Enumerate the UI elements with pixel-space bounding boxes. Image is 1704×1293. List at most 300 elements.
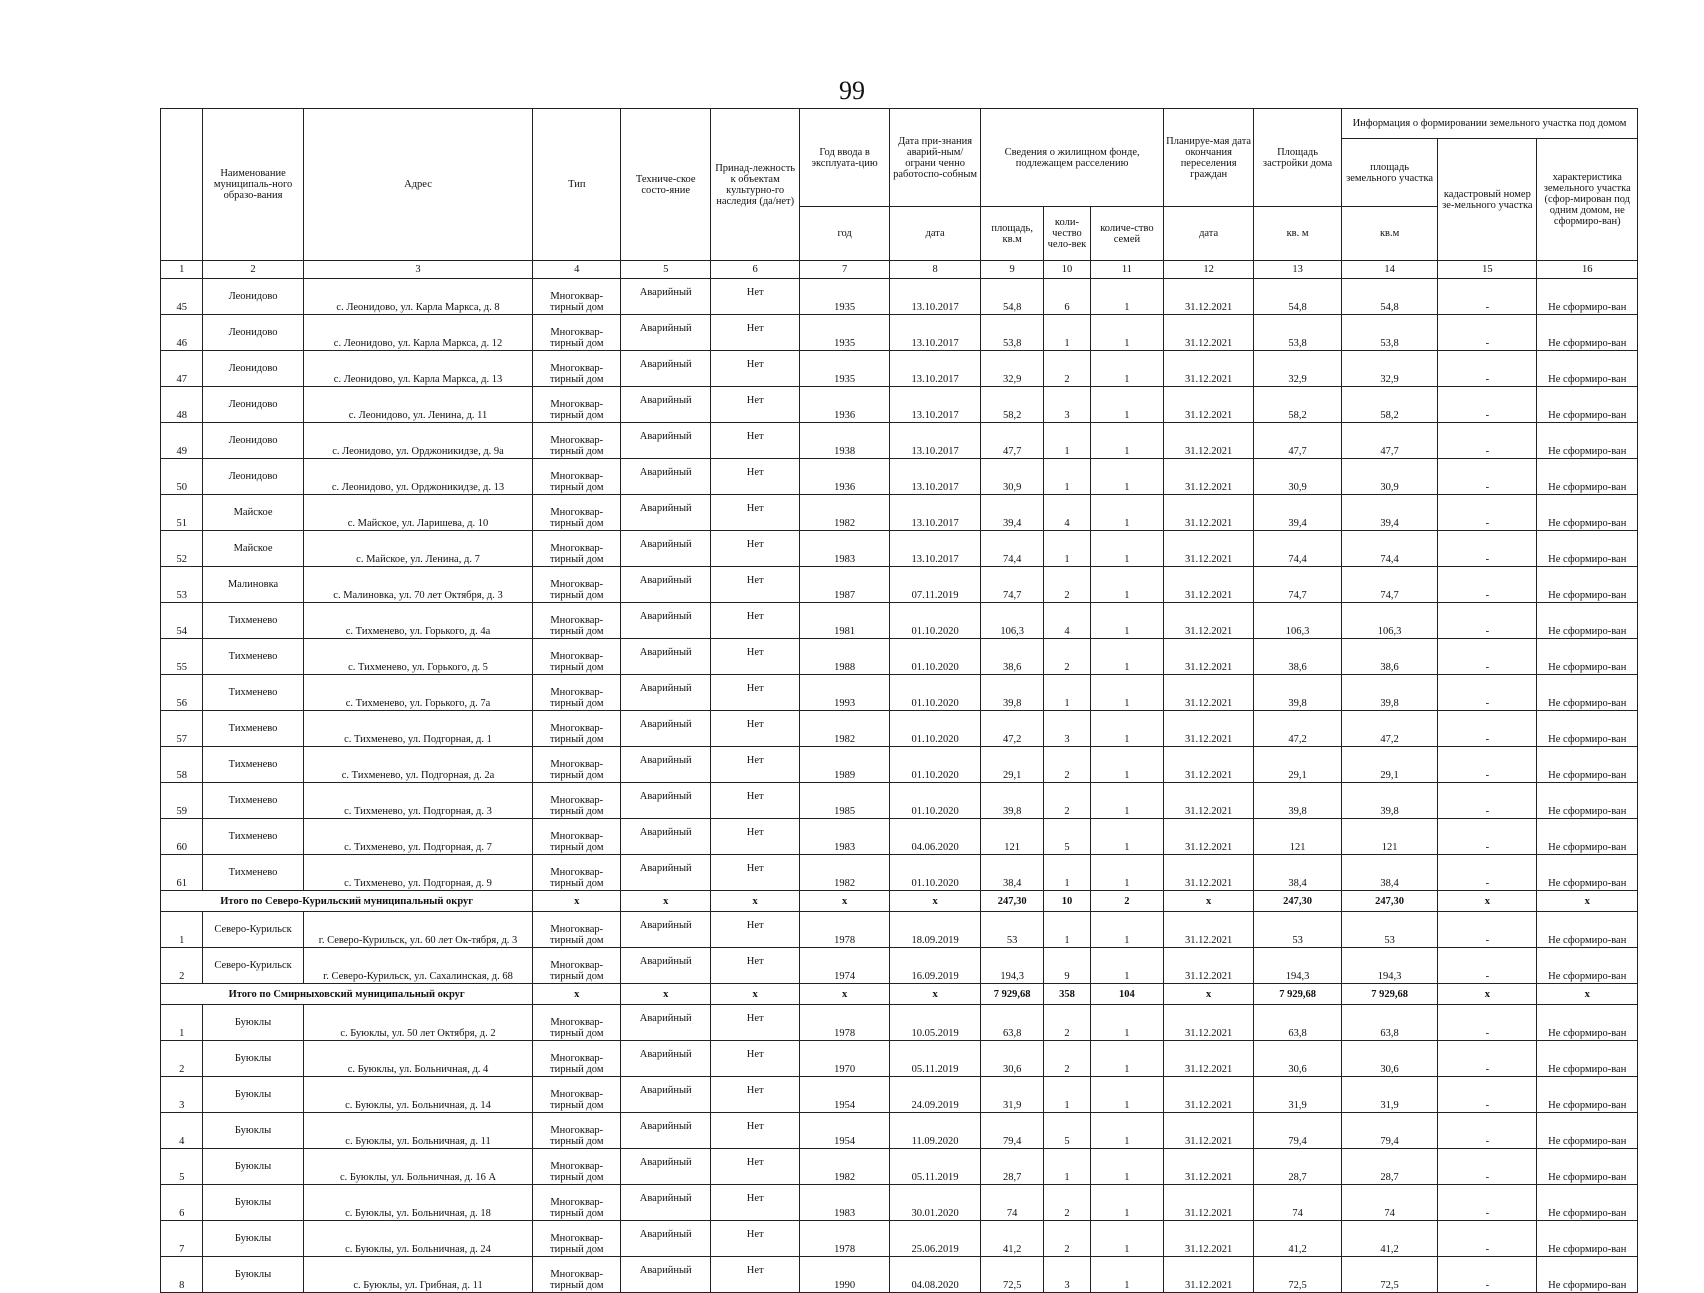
- state-cell: Аварийный: [621, 1005, 711, 1041]
- plan-date-cell: 31.12.2021: [1164, 819, 1254, 855]
- area-cell: 53,8: [981, 315, 1044, 351]
- header-year: Год ввода в эксплуата-цию: [800, 109, 890, 207]
- land-status-cell: Не сформиро-ван: [1537, 1077, 1638, 1113]
- address-cell: с. Леонидово, ул. Ленина, д. 11: [303, 387, 533, 423]
- heritage-cell: Нет: [711, 459, 800, 495]
- heritage-cell: Нет: [711, 747, 800, 783]
- heritage-cell: Нет: [711, 711, 800, 747]
- total-people-cell: 358: [1044, 984, 1091, 1005]
- table-row: [161, 855, 1638, 891]
- total-people-cell: 10: [1044, 891, 1091, 912]
- hazard-date-cell: 01.10.2020: [890, 603, 981, 639]
- header-type: Тип: [533, 109, 621, 261]
- land-area-cell: 30,9: [1342, 459, 1438, 495]
- year-cell: 1954: [800, 1113, 890, 1149]
- type-cell: Многоквар-тирный дом: [533, 912, 621, 948]
- table-row: [161, 567, 1638, 603]
- heritage-cell: Нет: [711, 1257, 800, 1293]
- header-land-area: площадь земельного участка: [1342, 139, 1438, 207]
- build-area-cell: 31,9: [1254, 1077, 1342, 1113]
- year-cell: 1989: [800, 747, 890, 783]
- cadastral-cell: -: [1438, 279, 1537, 315]
- land-area-cell: 74: [1342, 1185, 1438, 1221]
- total-date-cell: x: [890, 984, 981, 1005]
- hazard-date-cell: 30.01.2020: [890, 1185, 981, 1221]
- year-cell: 1983: [800, 1185, 890, 1221]
- municipality-cell: Тихменево: [203, 783, 303, 819]
- cadastral-cell: -: [1438, 1077, 1537, 1113]
- type-cell: Многоквар-тирный дом: [533, 315, 621, 351]
- row-number: 57: [161, 711, 203, 747]
- people-cell: 2: [1044, 1221, 1091, 1257]
- families-cell: 1: [1090, 855, 1163, 891]
- type-cell: Многоквар-тирный дом: [533, 279, 621, 315]
- people-cell: 5: [1044, 819, 1091, 855]
- type-cell: Многоквар-тирный дом: [533, 819, 621, 855]
- families-cell: 1: [1090, 1149, 1163, 1185]
- area-cell: 74,4: [981, 531, 1044, 567]
- land-area-cell: 39,8: [1342, 675, 1438, 711]
- people-cell: 1: [1044, 531, 1091, 567]
- state-cell: Аварийный: [621, 675, 711, 711]
- row-number: 5: [161, 1149, 203, 1185]
- municipality-cell: Леонидово: [203, 387, 303, 423]
- total-heritage-cell: x: [711, 984, 800, 1005]
- land-status-cell: Не сформиро-ван: [1537, 819, 1638, 855]
- address-cell: с. Буюклы, ул. Больничная, д. 16 А: [303, 1149, 533, 1185]
- cadastral-cell: -: [1438, 1041, 1537, 1077]
- header-state: Техниче-ское состо-яние: [621, 109, 711, 261]
- build-area-cell: 74,4: [1254, 531, 1342, 567]
- land-area-cell: 63,8: [1342, 1005, 1438, 1041]
- build-area-cell: 39,8: [1254, 783, 1342, 819]
- heritage-cell: Нет: [711, 351, 800, 387]
- area-cell: 32,9: [981, 351, 1044, 387]
- cadastral-cell: -: [1438, 1221, 1537, 1257]
- hazard-date-cell: 13.10.2017: [890, 315, 981, 351]
- heritage-cell: Нет: [711, 423, 800, 459]
- area-cell: 30,6: [981, 1041, 1044, 1077]
- land-status-cell: Не сформиро-ван: [1537, 948, 1638, 984]
- type-cell: Многоквар-тирный дом: [533, 351, 621, 387]
- area-cell: 72,5: [981, 1257, 1044, 1293]
- state-cell: Аварийный: [621, 567, 711, 603]
- table-row: [161, 747, 1638, 783]
- plan-date-cell: 31.12.2021: [1164, 912, 1254, 948]
- type-cell: Многоквар-тирный дом: [533, 711, 621, 747]
- table-row: [161, 912, 1638, 948]
- area-cell: 121: [981, 819, 1044, 855]
- municipality-cell: Малиновка: [203, 567, 303, 603]
- year-cell: 1978: [800, 1005, 890, 1041]
- municipality-cell: Леонидово: [203, 459, 303, 495]
- cadastral-cell: -: [1438, 387, 1537, 423]
- type-cell: Многоквар-тирный дом: [533, 675, 621, 711]
- people-cell: 2: [1044, 1005, 1091, 1041]
- build-area-cell: 47,7: [1254, 423, 1342, 459]
- type-cell: Многоквар-тирный дом: [533, 948, 621, 984]
- municipality-cell: Буюклы: [203, 1077, 303, 1113]
- families-cell: 1: [1090, 1077, 1163, 1113]
- plan-date-cell: 31.12.2021: [1164, 855, 1254, 891]
- table-row: [161, 1041, 1638, 1077]
- area-cell: 39,4: [981, 495, 1044, 531]
- state-cell: Аварийный: [621, 1257, 711, 1293]
- state-cell: Аварийный: [621, 711, 711, 747]
- families-cell: 1: [1090, 1221, 1163, 1257]
- municipality-cell: Тихменево: [203, 819, 303, 855]
- table-row: [161, 459, 1638, 495]
- heritage-cell: Нет: [711, 567, 800, 603]
- land-area-cell: 194,3: [1342, 948, 1438, 984]
- cadastral-cell: -: [1438, 1149, 1537, 1185]
- heritage-cell: Нет: [711, 783, 800, 819]
- header-families-sub: количе-ство семей: [1090, 207, 1163, 261]
- year-cell: 1993: [800, 675, 890, 711]
- state-cell: Аварийный: [621, 783, 711, 819]
- families-cell: 1: [1090, 948, 1163, 984]
- year-cell: 1936: [800, 459, 890, 495]
- area-cell: 39,8: [981, 675, 1044, 711]
- municipality-cell: Буюклы: [203, 1257, 303, 1293]
- families-cell: 1: [1090, 315, 1163, 351]
- plan-date-cell: 31.12.2021: [1164, 279, 1254, 315]
- year-cell: 1978: [800, 912, 890, 948]
- state-cell: Аварийный: [621, 1221, 711, 1257]
- land-status-cell: Не сформиро-ван: [1537, 855, 1638, 891]
- plan-date-cell: 31.12.2021: [1164, 639, 1254, 675]
- cadastral-cell: -: [1438, 495, 1537, 531]
- total-year-cell: x: [800, 984, 890, 1005]
- table-row: [161, 1149, 1638, 1185]
- heritage-cell: Нет: [711, 495, 800, 531]
- type-cell: Многоквар-тирный дом: [533, 1041, 621, 1077]
- people-cell: 4: [1044, 603, 1091, 639]
- column-number: 12: [1164, 261, 1254, 279]
- people-cell: 1: [1044, 1077, 1091, 1113]
- year-cell: 1983: [800, 819, 890, 855]
- land-area-cell: 47,2: [1342, 711, 1438, 747]
- type-cell: Многоквар-тирный дом: [533, 783, 621, 819]
- state-cell: Аварийный: [621, 459, 711, 495]
- header-hazard-date: Дата при-знания аварий-ным/ограни ченно работоспо-собным: [890, 109, 981, 207]
- land-area-cell: 53: [1342, 912, 1438, 948]
- plan-date-cell: 31.12.2021: [1164, 459, 1254, 495]
- plan-date-cell: 31.12.2021: [1164, 531, 1254, 567]
- row-number: 45: [161, 279, 203, 315]
- build-area-cell: 194,3: [1254, 948, 1342, 984]
- address-cell: с. Тихменево, ул. Подгорная, д. 9: [303, 855, 533, 891]
- state-cell: Аварийный: [621, 1041, 711, 1077]
- table-row: [161, 531, 1638, 567]
- area-cell: 38,6: [981, 639, 1044, 675]
- column-number: 6: [711, 261, 800, 279]
- row-number: 46: [161, 315, 203, 351]
- plan-date-cell: 31.12.2021: [1164, 675, 1254, 711]
- total-type-cell: x: [533, 891, 621, 912]
- plan-date-cell: 31.12.2021: [1164, 423, 1254, 459]
- state-cell: Аварийный: [621, 387, 711, 423]
- heritage-cell: Нет: [711, 639, 800, 675]
- plan-date-cell: 31.12.2021: [1164, 315, 1254, 351]
- row-number: 52: [161, 531, 203, 567]
- hazard-date-cell: 05.11.2019: [890, 1041, 981, 1077]
- page-number: 99: [839, 76, 865, 105]
- address-cell: с. Буюклы, ул. Больничная, д. 24: [303, 1221, 533, 1257]
- hazard-date-cell: 13.10.2017: [890, 459, 981, 495]
- land-status-cell: Не сформиро-ван: [1537, 1149, 1638, 1185]
- municipality-cell: Северо-Курильск: [203, 948, 303, 984]
- state-cell: Аварийный: [621, 1149, 711, 1185]
- families-cell: 1: [1090, 1113, 1163, 1149]
- land-area-cell: 54,8: [1342, 279, 1438, 315]
- heritage-cell: Нет: [711, 1185, 800, 1221]
- plan-date-cell: 31.12.2021: [1164, 1149, 1254, 1185]
- heritage-cell: Нет: [711, 1041, 800, 1077]
- type-cell: Многоквар-тирный дом: [533, 855, 621, 891]
- plan-date-cell: 31.12.2021: [1164, 747, 1254, 783]
- state-cell: Аварийный: [621, 315, 711, 351]
- municipality-cell: Тихменево: [203, 855, 303, 891]
- plan-date-cell: 31.12.2021: [1164, 1257, 1254, 1293]
- heritage-cell: Нет: [711, 531, 800, 567]
- type-cell: Многоквар-тирный дом: [533, 1257, 621, 1293]
- area-cell: 79,4: [981, 1113, 1044, 1149]
- build-area-cell: 30,6: [1254, 1041, 1342, 1077]
- land-status-cell: Не сформиро-ван: [1537, 639, 1638, 675]
- area-cell: 74: [981, 1185, 1044, 1221]
- type-cell: Многоквар-тирный дом: [533, 1149, 621, 1185]
- total-row: [161, 984, 1638, 1005]
- total-heritage-cell: x: [711, 891, 800, 912]
- hazard-date-cell: 01.10.2020: [890, 675, 981, 711]
- state-cell: Аварийный: [621, 531, 711, 567]
- table-row: [161, 1005, 1638, 1041]
- state-cell: Аварийный: [621, 747, 711, 783]
- municipality-cell: Леонидово: [203, 351, 303, 387]
- land-area-cell: 74,4: [1342, 531, 1438, 567]
- people-cell: 3: [1044, 1257, 1091, 1293]
- state-cell: Аварийный: [621, 495, 711, 531]
- build-area-cell: 79,4: [1254, 1113, 1342, 1149]
- cadastral-cell: -: [1438, 747, 1537, 783]
- land-status-cell: Не сформиро-ван: [1537, 459, 1638, 495]
- year-cell: 1988: [800, 639, 890, 675]
- total-cad-cell: x: [1438, 891, 1537, 912]
- address-cell: с. Майское, ул. Ларишева, д. 10: [303, 495, 533, 531]
- municipality-cell: Буюклы: [203, 1113, 303, 1149]
- hazard-date-cell: 01.10.2020: [890, 639, 981, 675]
- families-cell: 1: [1090, 495, 1163, 531]
- plan-date-cell: 31.12.2021: [1164, 351, 1254, 387]
- total-formed-cell: x: [1537, 891, 1638, 912]
- header-address: Адрес: [303, 109, 533, 261]
- column-number: 7: [800, 261, 890, 279]
- land-area-cell: 74,7: [1342, 567, 1438, 603]
- total-label: Итого по Северо-Курильский муниципальный округ: [161, 891, 533, 912]
- municipality-cell: Буюклы: [203, 1185, 303, 1221]
- hazard-date-cell: 13.10.2017: [890, 279, 981, 315]
- row-number: 53: [161, 567, 203, 603]
- year-cell: 1935: [800, 279, 890, 315]
- year-cell: 1981: [800, 603, 890, 639]
- land-area-cell: 39,8: [1342, 783, 1438, 819]
- total-families-cell: 2: [1090, 891, 1163, 912]
- people-cell: 2: [1044, 783, 1091, 819]
- hazard-date-cell: 04.06.2020: [890, 819, 981, 855]
- hazard-date-cell: 01.10.2020: [890, 747, 981, 783]
- families-cell: 1: [1090, 387, 1163, 423]
- column-number: 14: [1342, 261, 1438, 279]
- municipality-cell: Леонидово: [203, 279, 303, 315]
- area-cell: 30,9: [981, 459, 1044, 495]
- families-cell: 1: [1090, 1185, 1163, 1221]
- municipality-cell: Северо-Курильск: [203, 912, 303, 948]
- header-land-info: Информация о формировании земельного участка под домом: [1342, 109, 1638, 139]
- address-cell: с. Тихменево, ул. Горького, д. 7а: [303, 675, 533, 711]
- municipality-cell: Буюклы: [203, 1005, 303, 1041]
- type-cell: Многоквар-тирный дом: [533, 747, 621, 783]
- families-cell: 1: [1090, 351, 1163, 387]
- address-cell: с. Леонидово, ул. Карла Маркса, д. 8: [303, 279, 533, 315]
- build-area-cell: 74,7: [1254, 567, 1342, 603]
- people-cell: 1: [1044, 459, 1091, 495]
- row-number: 47: [161, 351, 203, 387]
- year-cell: 1982: [800, 495, 890, 531]
- cadastral-cell: -: [1438, 1005, 1537, 1041]
- row-number: 1: [161, 912, 203, 948]
- families-cell: 1: [1090, 1005, 1163, 1041]
- area-cell: 47,2: [981, 711, 1044, 747]
- land-status-cell: Не сформиро-ван: [1537, 423, 1638, 459]
- municipality-cell: Леонидово: [203, 315, 303, 351]
- state-cell: Аварийный: [621, 603, 711, 639]
- address-cell: с. Леонидово, ул. Карла Маркса, д. 13: [303, 351, 533, 387]
- state-cell: Аварийный: [621, 639, 711, 675]
- plan-date-cell: 31.12.2021: [1164, 1221, 1254, 1257]
- land-area-cell: 30,6: [1342, 1041, 1438, 1077]
- year-cell: 1987: [800, 567, 890, 603]
- families-cell: 1: [1090, 1041, 1163, 1077]
- year-cell: 1935: [800, 351, 890, 387]
- address-cell: с. Тихменево, ул. Подгорная, д. 7: [303, 819, 533, 855]
- area-cell: 106,3: [981, 603, 1044, 639]
- type-cell: Многоквар-тирный дом: [533, 387, 621, 423]
- land-status-cell: Не сформиро-ван: [1537, 603, 1638, 639]
- total-date-cell: x: [890, 891, 981, 912]
- year-cell: 1970: [800, 1041, 890, 1077]
- address-cell: с. Буюклы, ул. Больничная, д. 4: [303, 1041, 533, 1077]
- address-cell: с. Буюклы, ул. Больничная, д. 18: [303, 1185, 533, 1221]
- area-cell: 28,7: [981, 1149, 1044, 1185]
- address-cell: г. Северо-Курильск, ул. 60 лет Ок-тября, д. 3: [303, 912, 533, 948]
- state-cell: Аварийный: [621, 1113, 711, 1149]
- land-status-cell: Не сформиро-ван: [1537, 1257, 1638, 1293]
- land-status-cell: Не сформиро-ван: [1537, 315, 1638, 351]
- build-area-cell: 54,8: [1254, 279, 1342, 315]
- build-area-cell: 38,6: [1254, 639, 1342, 675]
- housing-registry-table: [160, 108, 1638, 1293]
- build-area-cell: 58,2: [1254, 387, 1342, 423]
- families-cell: 1: [1090, 567, 1163, 603]
- area-cell: 38,4: [981, 855, 1044, 891]
- heritage-cell: Нет: [711, 1149, 800, 1185]
- cadastral-cell: -: [1438, 531, 1537, 567]
- row-number: 50: [161, 459, 203, 495]
- families-cell: 1: [1090, 639, 1163, 675]
- address-cell: с. Тихменево, ул. Подгорная, д. 1: [303, 711, 533, 747]
- total-state-cell: x: [621, 984, 711, 1005]
- land-status-cell: Не сформиро-ван: [1537, 1113, 1638, 1149]
- table-row: [161, 1221, 1638, 1257]
- column-number: 3: [303, 261, 533, 279]
- municipality-cell: Буюклы: [203, 1041, 303, 1077]
- people-cell: 2: [1044, 747, 1091, 783]
- column-number: 8: [890, 261, 981, 279]
- build-area-cell: 53: [1254, 912, 1342, 948]
- table-row: [161, 819, 1638, 855]
- table-row: [161, 423, 1638, 459]
- row-number: 51: [161, 495, 203, 531]
- total-formed-cell: x: [1537, 984, 1638, 1005]
- land-area-cell: 72,5: [1342, 1257, 1438, 1293]
- families-cell: 1: [1090, 747, 1163, 783]
- column-number: 2: [203, 261, 303, 279]
- state-cell: Аварийный: [621, 855, 711, 891]
- total-plan-cell: x: [1164, 984, 1254, 1005]
- year-cell: 1938: [800, 423, 890, 459]
- people-cell: 1: [1044, 855, 1091, 891]
- build-area-cell: 106,3: [1254, 603, 1342, 639]
- cadastral-cell: -: [1438, 675, 1537, 711]
- people-cell: 1: [1044, 1149, 1091, 1185]
- land-area-cell: 121: [1342, 819, 1438, 855]
- year-cell: 1983: [800, 531, 890, 567]
- column-number: 15: [1438, 261, 1537, 279]
- area-cell: 47,7: [981, 423, 1044, 459]
- land-status-cell: Не сформиро-ван: [1537, 711, 1638, 747]
- table-row: [161, 1257, 1638, 1293]
- cadastral-cell: -: [1438, 459, 1537, 495]
- area-cell: 31,9: [981, 1077, 1044, 1113]
- plan-date-cell: 31.12.2021: [1164, 948, 1254, 984]
- area-cell: 29,1: [981, 747, 1044, 783]
- build-area-cell: 41,2: [1254, 1221, 1342, 1257]
- cadastral-cell: -: [1438, 315, 1537, 351]
- cadastral-cell: -: [1438, 912, 1537, 948]
- table-row: [161, 351, 1638, 387]
- column-number: 11: [1090, 261, 1163, 279]
- hazard-date-cell: 13.10.2017: [890, 387, 981, 423]
- row-number: 1: [161, 1005, 203, 1041]
- land-status-cell: Не сформиро-ван: [1537, 912, 1638, 948]
- column-number: 9: [981, 261, 1044, 279]
- families-cell: 1: [1090, 819, 1163, 855]
- year-cell: 1954: [800, 1077, 890, 1113]
- row-number: 2: [161, 1041, 203, 1077]
- land-status-cell: Не сформиро-ван: [1537, 495, 1638, 531]
- hazard-date-cell: 13.10.2017: [890, 351, 981, 387]
- address-cell: с. Леонидово, ул. Карла Маркса, д. 12: [303, 315, 533, 351]
- area-cell: 53: [981, 912, 1044, 948]
- header-area-sub: площадь, кв.м: [981, 207, 1044, 261]
- families-cell: 1: [1090, 711, 1163, 747]
- plan-date-cell: 31.12.2021: [1164, 1041, 1254, 1077]
- land-area-cell: 39,4: [1342, 495, 1438, 531]
- cadastral-cell: -: [1438, 639, 1537, 675]
- table-row: [161, 279, 1638, 315]
- area-cell: 54,8: [981, 279, 1044, 315]
